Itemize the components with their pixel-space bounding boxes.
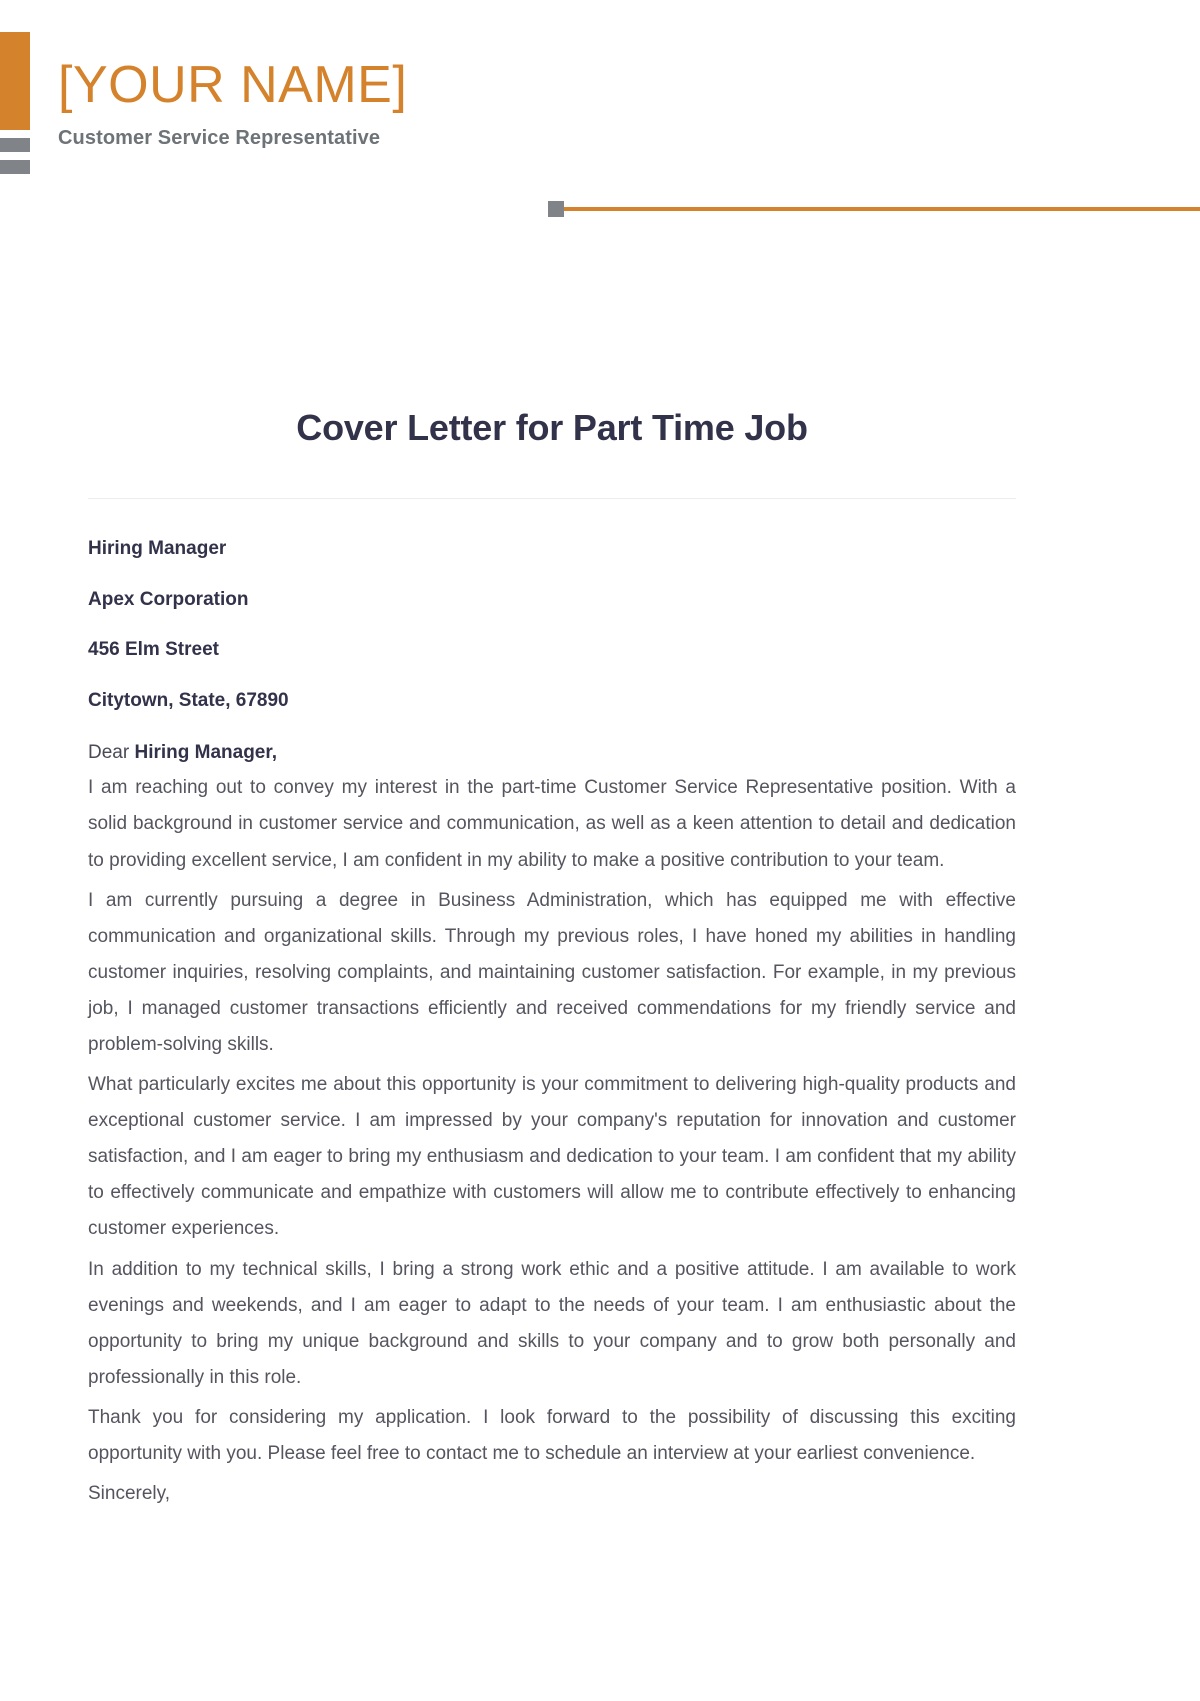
body-paragraph: In addition to my technical skills, I bring a strong work ethic and a positive attitude. I am available to work evenings and weekends, and I am eager to adapt to the needs of your team. I am enthusiastic about the opportunity to bring my unique background and skills to your company and to grow both personally and professionally in this role. [88, 1258, 1016, 1388]
salutation [88, 740, 1016, 767]
page-title: Cover Letter for Part Time Job [296, 407, 808, 448]
body-paragraph: I am currently pursuing a degree in Business Administration, which has equipped me with effective communication and organizational skills. Through my previous roles, I have honed my abilities in handling customer inquiries, resolving complaints, and maintaining customer satisfaction. For example, in my previous job, I managed customer transactions efficiently and received commendations for my friendly service and problem-solving skills. [88, 889, 1016, 1055]
applicant-name: [YOUR NAME] [58, 56, 408, 114]
closing-line: Sincerely, [88, 1483, 171, 1505]
salutation-name: Hiring Manager, [134, 741, 277, 763]
recipient-block [88, 537, 1016, 714]
recipient-line: 456 Elm Street [88, 639, 219, 661]
document-body [88, 0, 1016, 1512]
body-paragraph: I am reaching out to convey my interest in the part-time Customer Service Representative position. With a solid background in customer service and communication, as well as a keen attention to detail and dedication to providing excellent service, I am confident in my ability to make a positive contribution to your team. [88, 777, 1016, 871]
recipient-line: Citytown, State, 67890 [88, 690, 289, 712]
body-paragraph: Thank you for considering my application. I look forward to the possibility of discussing this exciting opportunity with you. Please feel free to contact me to schedule an interview at your earliest convenience. [88, 1406, 1016, 1465]
applicant-job-title: Customer Service Representative [58, 126, 381, 149]
body-paragraph: What particularly excites me about this opportunity is your commitment to delivering high-quality products and exceptional customer service. I am impressed by your company's reputation for innovation and customer satisfaction, and I am eager to bring my enthusiasm and dedication to your team. I am confident that my ability to effectively communicate and empathize with customers will allow me to contribute effectively to enhancing customer experiences. [88, 1074, 1016, 1240]
salutation-prefix: Dear [88, 741, 135, 763]
recipient-line: Hiring Manager [88, 538, 227, 559]
recipient-line: Apex Corporation [88, 588, 249, 610]
gray-bar-icon [0, 160, 30, 174]
orange-vertical-bar-icon [0, 32, 30, 130]
title-divider [88, 498, 1016, 499]
gray-bar-icon [0, 138, 30, 152]
